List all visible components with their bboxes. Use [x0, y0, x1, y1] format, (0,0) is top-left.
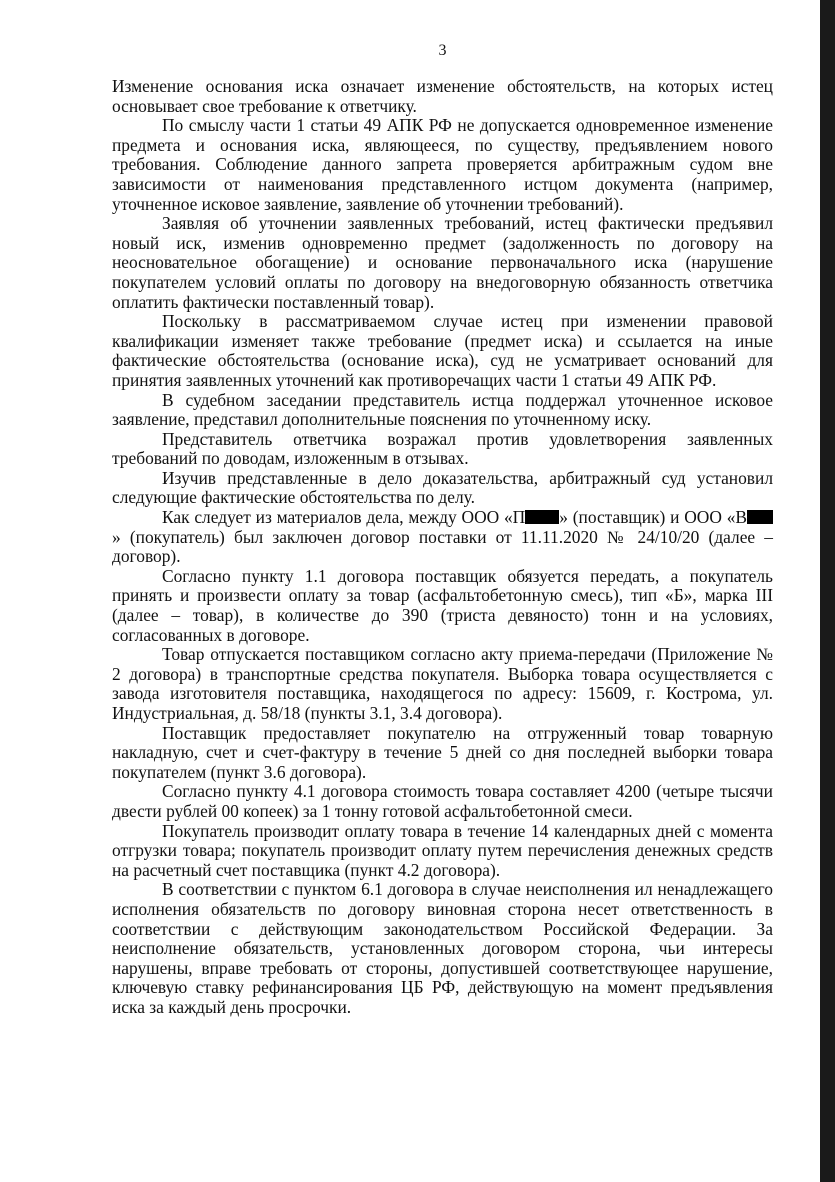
paragraph: Товар отпускается поставщиком согласно акту приема-передачи (Приложение № 2 договора) в транспортные средства покупателя. Выборка товара осуществляется с завода изготовителя поставщика, находящегося по адресу: 15609, г. Кострома, ул. Индустриальная, д. 58/18 (пункты 3.1, 3.4 договора).	[112, 644, 773, 723]
paragraph: В соответствии с пунктом 6.1 договора в случае неисполнения ил ненадлежащего исполнения обязательств по договору виновная сторона несет ответственность в соответствии с действующим законодательством Российской Федерации. За неисполнение обязательств, установленных договором сторона, чьи интересы нарушены, вправе требовать от стороны, допустившей соответствующее нарушение, ключевую ставку рефинансирования ЦБ РФ, действующую на момент предъявления иска за каждый день просрочки.	[112, 879, 773, 1017]
paragraph: Согласно пункту 4.1 договора стоимость товара составляет 4200 (четыре тысячи двести рублей 00 копеек) за 1 тонну готовой асфальтобетонной смеси.	[112, 781, 773, 821]
page-number: 3	[438, 42, 447, 59]
paragraph-text: Как следует из материалов дела, между ООО «П	[162, 507, 526, 528]
redaction-block	[525, 510, 559, 524]
paragraph: В судебном заседании представитель истца поддержал уточненное исковое заявление, представил дополнительные пояснения по уточненному иску.	[112, 389, 773, 430]
paragraph: Изменение основания иска означает изменение обстоятельств, на которых истец основывает свое требование к ответчику.	[112, 76, 773, 116]
paragraph: Согласно пункту 1.1 договора поставщик обязуется передать, а покупатель принять и произвести оплату за товар (асфальтобетонную смесь), тип «Б», марка III (далее – товар), в количестве до 390 (триста девяносто) тонн и на условиях, согласованных в договоре.	[112, 565, 773, 645]
paragraph-with-redactions	[112, 508, 773, 567]
document-body	[112, 77, 773, 1018]
paragraph: Изучив представленные в дело доказательства, арбитражный суд установил следующие фактические обстоятельства по делу.	[112, 467, 773, 508]
paragraph: Покупатель производит оплату товара в течение 14 календарных дней с момента отгрузки товара; покупатель производит оплату путем перечисления денежных средств на расчетный счет поставщика (пункт 4.2 договора).	[112, 820, 773, 880]
page-edge	[820, 0, 835, 1182]
paragraph: По смыслу части 1 статьи 49 АПК РФ не допускается одновременное изменение предмета и основания иска, являющееся, по существу, предъявлением нового требования. Соблюдение данного запрета проверяется арбитражным судом вне зависимости от наименования представленного истцом документа (например, уточненное исковое заявление, заявление об уточнении требований).	[112, 115, 773, 214]
paragraph: Заявляя об уточнении заявленных требований, истец фактически предъявил новый иск, изменив одновременно предмет (задолженность по договору на неосновательное обогащение) и основание первоначального иска (нарушение покупателем условий оплаты по договору на внедоговорную обязанность ответчика оплатить фактически поставленный товар).	[112, 213, 773, 312]
paragraph-text: » (поставщик) и ООО «В	[559, 507, 747, 528]
paragraph: Поставщик предоставляет покупателю на отгруженный товар товарную накладную, счет и счет-фактуру в течение 5 дней со дня последней выборки товара покупателем (пункт 3.6 договора).	[112, 722, 773, 782]
paragraph: Поскольку в рассматриваемом случае истец при изменении правовой квалификации изменяет также требование (предмет иска) и ссылается на иные фактические обстоятельства (основание иска), суд не усматривает оснований для принятия заявленных уточнений как противоречащих части 1 статьи 49 АПК РФ.	[112, 311, 773, 390]
paragraph: Представитель ответчика возражал против удовлетворения заявленных требований по доводам, изложенным в отзывах.	[112, 428, 773, 469]
paragraph-text: » (покупатель) был заключен договор поставки от 11.11.2020 № 24/10/20 (далее – договор).	[112, 526, 773, 567]
redaction-block	[747, 510, 773, 524]
